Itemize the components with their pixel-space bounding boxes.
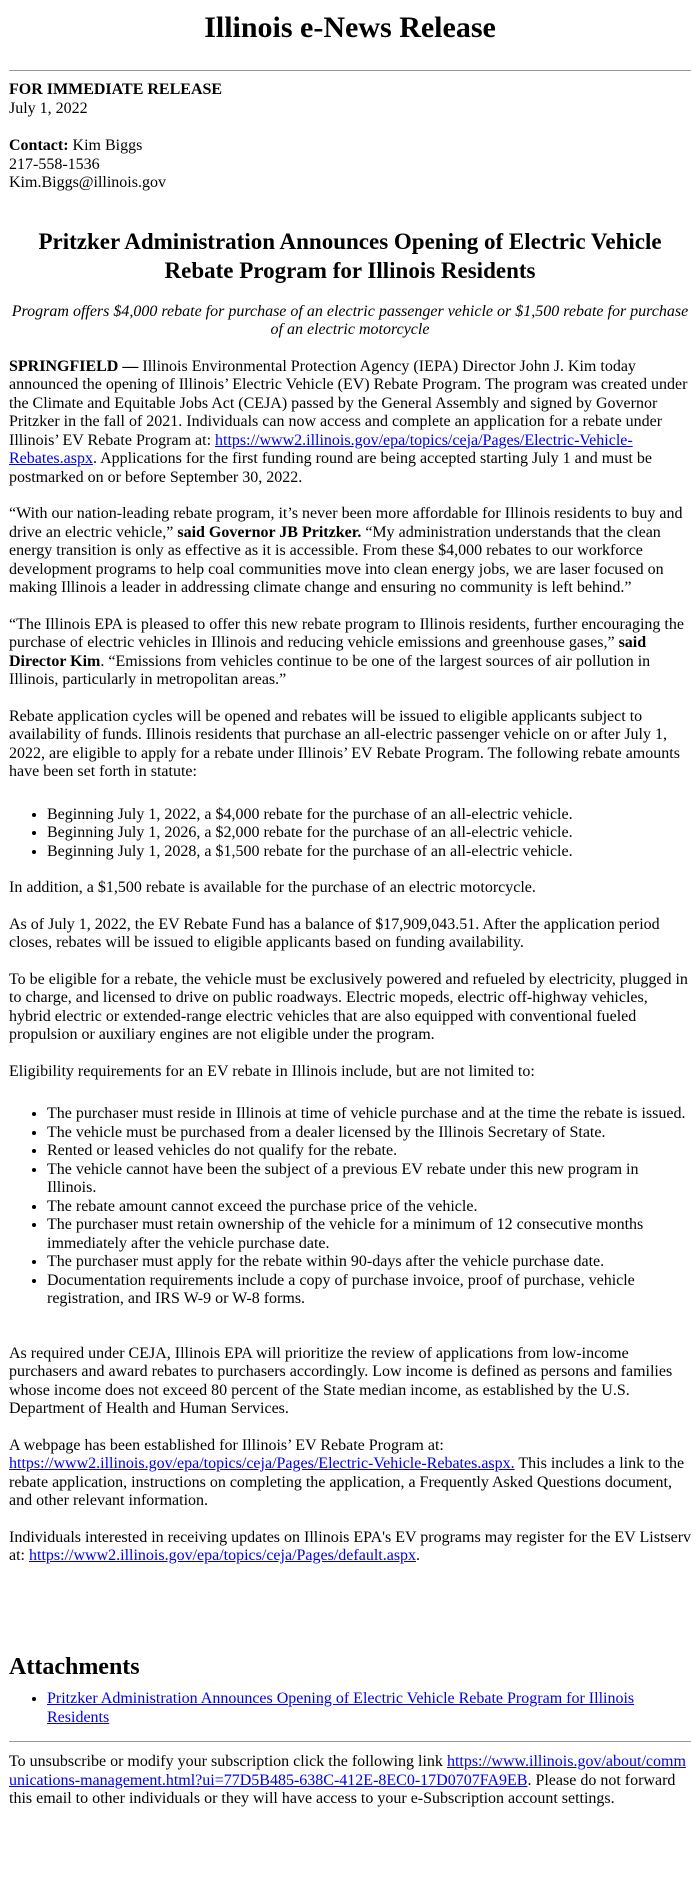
paragraph-intro: SPRINGFIELD — Illinois Environmental Protection Agency (IEPA) Director John J. Kim today announced the opening of Illinois’ Electric Vehicle (EV) Rebate Program. The program was created under the Climate and Equitable Jobs Act (CEJA) passed by the General Assembly and signed by Governor Pritzker in the fall of 2021. Individuals can now access and complete an application for a rebate under Illinois’ EV Rebate Program at: https://www2.illinois.gov/epa/topics/ceja/Pages/Electric-Vehicle-Rebates.aspx. Applications for the first funding round are being accepted starting July 1 and must be postmarked on or before September 30, 2022. — [9, 357, 688, 486]
list-item: • Rented or leased vehicles do not qualify for the rebate. — [47, 1142, 691, 1161]
page-title: Illinois e-News Release — [204, 11, 496, 44]
rebate-amounts-list — [9, 806, 691, 862]
release-info — [9, 81, 691, 193]
contact-phone: 217-558-1536 — [9, 155, 100, 173]
unsubscribe-link[interactable]: https://www.illinois.gov/about/communications-management.html?ui=77D5B485-638C-412E-8EC0-17D0707FA9EB — [9, 1753, 686, 1789]
paragraph-low-income: As required under CEJA, Illinois EPA will prioritize the review of applications from low-income purchasers and award rebates to purchasers accordingly. Low income is defined as persons and families whose income does not exceed 80 percent of the State median income, as established by the U.S. Department of Health and Human Services. — [9, 1344, 673, 1417]
list-item: • Beginning July 1, 2028, a $1,500 rebate for the purchase of an all-electric vehicle. — [47, 843, 691, 862]
eligibility-requirements-list — [9, 1105, 691, 1309]
rebate-program-link[interactable]: https://www2.illinois.gov/epa/topics/ceja/Pages/Electric-Vehicle-Rebates.aspx — [9, 431, 633, 467]
subheadline: Program offers $4,000 rebate for purchase of an electric passenger vehicle or $1,500 rebate for purchase of an electric motorcycle — [11, 302, 689, 338]
attachment-link[interactable]: Pritzker Administration Announces Opening of Electric Vehicle Rebate Program for Illinois Residents — [47, 1690, 635, 1726]
paragraph-application-cycles: Rebate application cycles will be opened and rebates will be issued to eligible applicants subject to availability of funds. Illinois residents that purchase an all-electric passenger vehicle on or after July 1, 2022, are eligible to apply for a rebate under Illinois’ EV Rebate Program. The following rebate amounts have been set forth in statute: — [9, 707, 680, 780]
rebate-webpage-link[interactable]: https://www2.illinois.gov/epa/topics/ceja/Pages/Electric-Vehicle-Rebates.aspx. — [9, 1455, 515, 1472]
list-item: • Beginning July 1, 2022, a $4,000 rebate for the purchase of an all-electric vehicle. — [47, 806, 691, 825]
list-item — [47, 1690, 691, 1727]
paragraph-fund-balance: As of July 1, 2022, the EV Rebate Fund has a balance of $17,909,043.51. After the application period closes, rebates will be issued to eligible applicants based on funding availability. — [9, 915, 660, 951]
footer-unsubscribe: To unsubscribe or modify your subscription click the following link https://www.illinois.gov/about/communications-management.html?ui=77D5B485-638C-412E-8EC0-17D0707FA9EB. Please do not forward this email to other individuals or they will have access to your e-Subscription account settings. — [9, 1753, 686, 1807]
footer-divider — [9, 1741, 691, 1742]
list-item: • The purchaser must reside in Illinois at time of vehicle purchase and at the time the rebate is issued. — [47, 1105, 691, 1124]
listserv-link[interactable]: https://www2.illinois.gov/epa/topics/ceja/Pages/default.aspx — [29, 1547, 417, 1564]
list-item: • The purchaser must retain ownership of the vehicle for a minimum of 12 consecutive months immediately after the vehicle purchase date. — [47, 1216, 691, 1253]
list-item: • Beginning July 1, 2026, a $2,000 rebate for the purchase of an all-electric vehicle. — [47, 824, 691, 843]
headline: Pritzker Administration Announces Opening of Electric Vehicle Rebate Program for Illinois Residents — [38, 228, 662, 283]
release-label: FOR IMMEDIATE RELEASE — [9, 81, 223, 98]
contact-name: Kim Biggs — [72, 137, 143, 154]
attachments-list — [9, 1690, 691, 1727]
list-item: • The rebate amount cannot exceed the purchase price of the vehicle. — [47, 1198, 691, 1217]
contact-label: Contact: — [9, 137, 69, 154]
governor-attribution: said Governor JB Pritzker. — [177, 523, 362, 541]
page — [0, 10, 700, 1809]
header-divider — [9, 70, 691, 71]
list-item: • The purchaser must apply for the rebate within 90-days after the vehicle purchase date. — [47, 1253, 691, 1272]
paragraph-eligibility-intro: Eligibility requirements for an EV rebate in Illinois include, but are not limited to: — [9, 1062, 535, 1080]
attachments-heading: Attachments — [9, 1653, 140, 1680]
contact-email: Kim.Biggs@illinois.gov — [9, 174, 166, 191]
paragraph-governor-quote: “With our nation-leading rebate program, it’s never been more affordable for Illinois residents to buy and drive an electric vehicle,” said Governor JB Pritzker. “My administration understands that the clean energy transition is only as effective as it is accessible. From these $4,000 rebates to our workforce development programs to help coal communities move into clean energy jobs, we are laser focused on making Illinois a leader in addressing climate change and ensuring no community is left behind.” — [9, 505, 683, 596]
release-date: July 1, 2022 — [9, 99, 88, 117]
paragraph-listserv: Individuals interested in receiving updates on Illinois EPA's EV programs may register for the EV Listserv at: https://www2.illinois.gov/epa/topics/ceja/Pages/default.aspx. — [9, 1528, 692, 1564]
list-item: • The vehicle must be purchased from a dealer licensed by the Illinois Secretary of State. — [47, 1124, 691, 1143]
paragraph-director-quote: “The Illinois EPA is pleased to offer this new rebate program to Illinois residents, further encouraging the purchase of electric vehicles in Illinois and reducing vehicle emissions and greenhouse gases,” said Director Kim. “Emissions from vehicles continue to be one of the largest sources of air pollution in Illinois, particularly in metropolitan areas.” — [9, 615, 684, 688]
list-item: • The vehicle cannot have been the subject of a previous EV rebate under this new program in Illinois. — [47, 1161, 691, 1198]
director-attribution: said Director Kim — [9, 634, 647, 670]
dateline: SPRINGFIELD — — [9, 357, 139, 375]
paragraph-eligibility-vehicle: To be eligible for a rebate, the vehicle must be exclusively powered and refueled by electricity, plugged in to charge, and licensed to drive on public roadways. Electric mopeds, electric off-highway vehicles, hybrid electric or extended-range electric vehicles that are also equipped with conventional fueled propulsion or auxiliary engines are not eligible under the program. — [9, 970, 688, 1043]
list-item: • Documentation requirements include a copy of purchase invoice, proof of purchase, vehicle registration, and IRS W-9 or W-8 forms. — [47, 1272, 691, 1309]
paragraph-webpage: A webpage has been established for Illinois’ EV Rebate Program at: https://www2.illinois.gov/epa/topics/ceja/Pages/Electric-Vehicle-Rebates.aspx. This includes a link to the rebate application, instructions on completing the application, a Frequently Asked Questions document, and other relevant information. — [9, 1436, 685, 1509]
paragraph-motorcycle: In addition, a $1,500 rebate is available for the purchase of an electric motorcycle. — [9, 879, 536, 896]
contact-line — [9, 137, 691, 156]
